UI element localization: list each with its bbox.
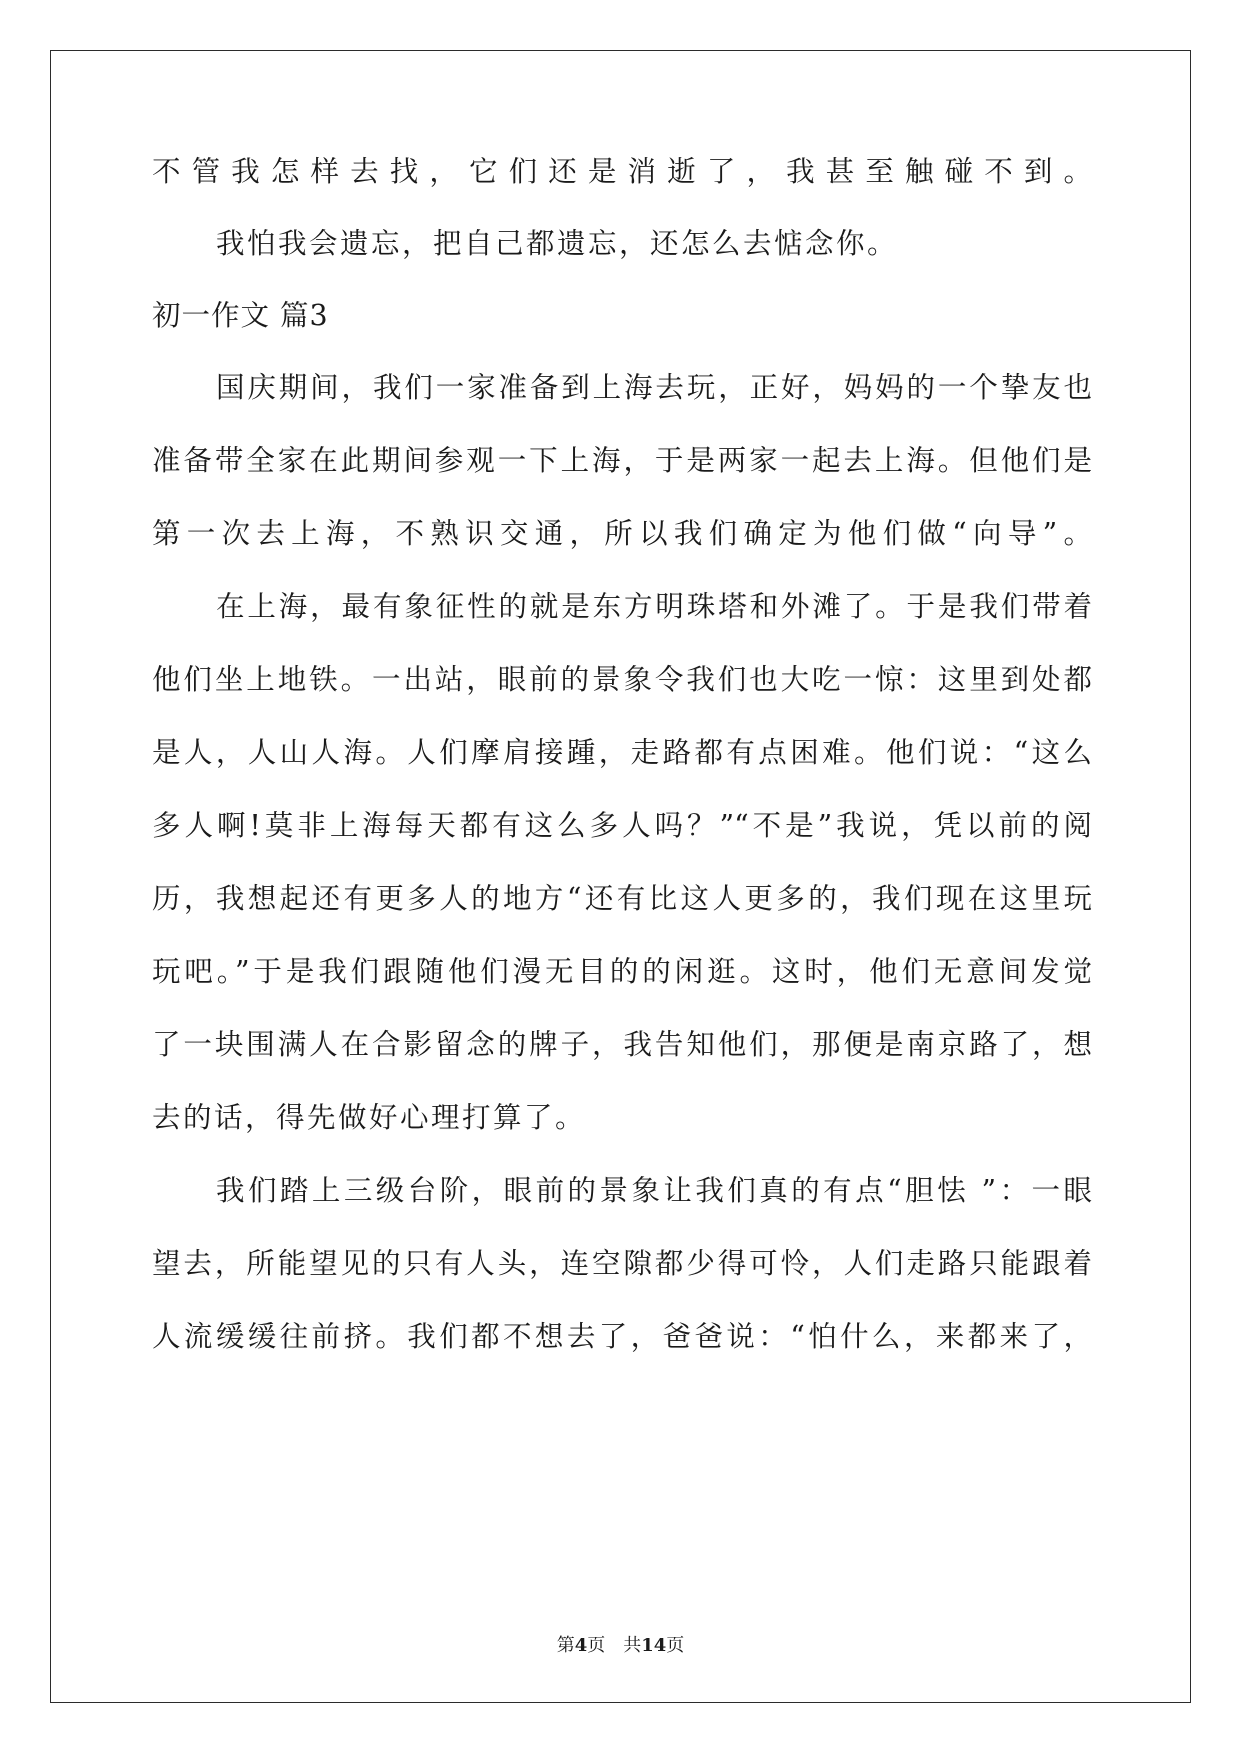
page-footer <box>0 1634 1241 1658</box>
page-number: 4 <box>574 1635 588 1656</box>
text-line: 历，我想起还有更多人的地方“还有比这人更多的，我们现在这里玩 <box>152 882 1092 915</box>
text-line: 国庆期间，我们一家准备到上海去玩，正好，妈妈的一个挚友也 <box>216 371 1092 404</box>
text-line: 是人，人山人海。人们摩肩接踵，走路都有点困难。他们说：“这么 <box>152 736 1092 769</box>
text-line: 多人啊!莫非上海每天都有这么多人吗？”“不是”我说，凭以前的阅 <box>152 809 1092 842</box>
text-line: 我怕我会遗忘，把自己都遗忘，还怎么去惦念你。 <box>216 227 899 260</box>
section-heading: 初一作文 篇3 <box>152 299 329 332</box>
page-total: 14 <box>641 1635 667 1656</box>
text-line: 人流缓缓往前挤。我们都不想去了，爸爸说：“怕什么，来都来了， <box>152 1320 1092 1353</box>
text-line: 望去，所能望见的只有人头，连空隙都少得可怜，人们走路只能跟着 <box>152 1247 1092 1280</box>
text-line: 去的话，得先做好心理打算了。 <box>152 1101 587 1134</box>
text-line: 在上海，最有象征性的就是东方明珠塔和外滩了。于是我们带着 <box>216 590 1092 623</box>
footer-middle: 页 共 <box>587 1635 642 1656</box>
text-line: 他们坐上地铁。一出站，眼前的景象令我们也大吃一惊：这里到处都 <box>152 663 1092 696</box>
text-line: 我们踏上三级台阶，眼前的景象让我们真的有点“胆怯 ”：一眼 <box>216 1174 1092 1207</box>
footer-prefix: 第 <box>556 1635 575 1656</box>
footer-suffix: 页 <box>666 1635 685 1656</box>
text-line: 第一次去上海，不熟识交通，所以我们确定为他们做“向导”。 <box>152 517 1092 550</box>
text-line: 准备带全家在此期间参观一下上海，于是两家一起去上海。但他们是 <box>152 444 1092 477</box>
text-line: 不管我怎样去找，它们还是消逝了，我甚至触碰不到。 <box>152 155 1092 188</box>
text-line: 了一块围满人在合影留念的牌子，我告知他们，那便是南京路了，想 <box>152 1028 1092 1061</box>
text-line: 玩吧。”于是我们跟随他们漫无目的的闲逛。这时，他们无意间发觉 <box>152 955 1092 988</box>
